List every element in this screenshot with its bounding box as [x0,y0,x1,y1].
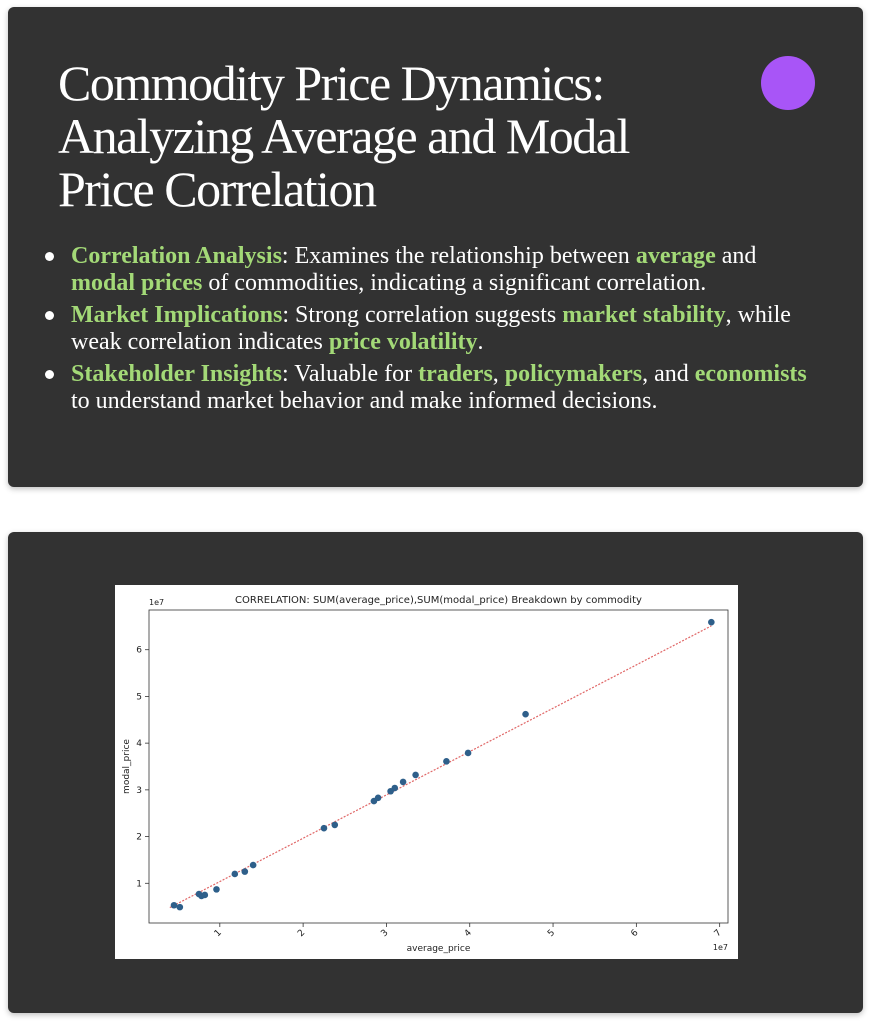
data-point [391,785,398,792]
chart-card [8,532,863,1013]
data-point [242,868,249,875]
y-tick-label: 3 [136,785,142,796]
bullet-text: : Valuable for [281,361,419,387]
highlight-term: economists [694,361,807,387]
y-axis-label: modal_price [122,739,132,794]
data-point [443,758,450,765]
data-point [232,871,239,878]
bullet-list [45,243,815,420]
bullet-text: , [492,361,505,387]
data-point [321,825,328,832]
bullet-item [45,361,815,414]
x-tick-label: 3 [379,928,391,940]
bullet-label: Stakeholder Insights [71,361,282,387]
accent-dot [761,56,815,110]
chart-frame [115,585,738,959]
data-point [465,750,472,757]
bullet-text: and [715,243,757,269]
data-point [213,886,220,893]
data-point [375,795,382,802]
data-point [202,892,209,899]
highlight-term: modal prices [71,269,203,296]
y-tick-label: 4 [136,739,142,750]
bullet-text: to understand market behavior and make informed decisions. [71,387,658,414]
data-point [331,822,338,829]
data-point [177,904,184,911]
highlight-term: policymakers [504,361,643,387]
highlight-term: traders [418,361,493,387]
page-title: Commodity Price Dynamics: Analyzing Average and Modal Price Correlation [58,55,629,217]
bullet-label: Correlation Analysis [71,243,282,269]
data-point [708,619,715,626]
y-scale-label: 1e7 [149,598,165,607]
y-tick-label: 5 [136,692,142,703]
x-tick-label: 4 [462,928,474,940]
y-tick-label: 2 [136,832,142,843]
x-tick-label: 1 [212,928,224,940]
bullet-item [45,243,815,296]
x-tick-label: 5 [546,928,558,940]
x-axis-label: average_price [406,944,471,954]
highlight-term: market stability [562,302,726,328]
data-point [412,772,419,779]
bullet-dot [45,311,54,320]
data-point [171,902,178,909]
highlight-term: price volatility [328,328,478,355]
x-scale-label: 1e7 [712,943,728,952]
bullet-text: of commodities, indicating a significant correlation. [202,269,707,296]
bullet-label: Market Implications [71,302,283,328]
x-tick-label: 6 [629,928,641,940]
bullet-dot [45,252,54,261]
data-point [250,862,257,869]
chart-title: CORRELATION: SUM(average_price),SUM(modal_price) Breakdown by commodity [235,595,642,606]
data-point [522,711,529,718]
bullet-text: : Strong correlation suggests [282,302,563,328]
y-tick-label: 6 [136,645,142,656]
highlight-term: average [635,243,716,269]
bullet-item [45,302,815,355]
data-point [400,779,407,786]
summary-card [8,7,863,487]
bullet-text: : Examines the relationship between [281,243,636,269]
y-tick-label: 1 [136,879,142,890]
x-tick-label: 7 [712,928,724,940]
bullet-dot [45,370,54,379]
bullet-text: . [477,328,484,355]
x-tick-label: 2 [296,928,308,940]
scatter-chart [115,585,738,959]
bullet-text: , while weak correlation indicates [71,302,791,355]
bullet-text: , and [642,361,695,387]
